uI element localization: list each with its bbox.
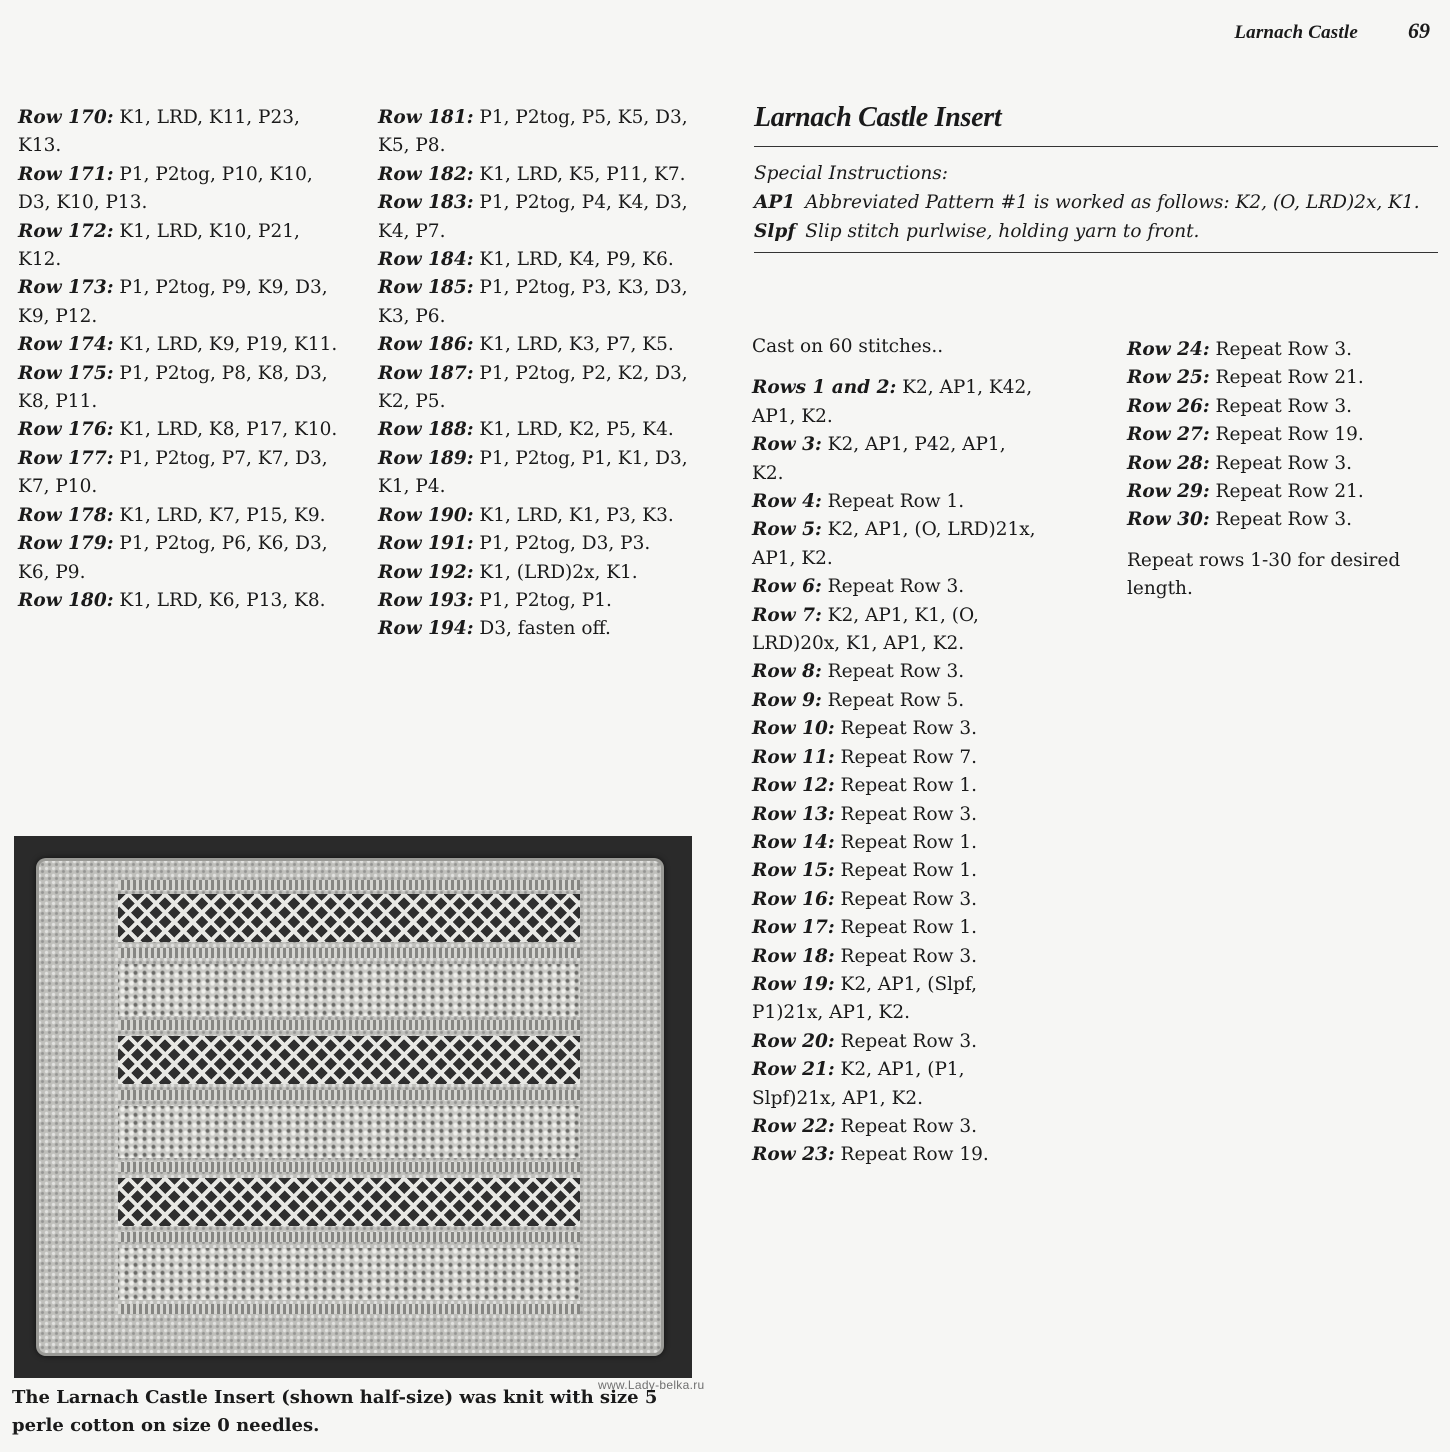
row-entry [18, 445, 338, 502]
row-entry [18, 104, 338, 161]
row-entry [378, 331, 698, 359]
row-entry [752, 715, 1042, 743]
row-text: K1, LRD, K9, P19, K11. [113, 334, 338, 356]
row-entry [18, 161, 338, 218]
row-text: Repeat Row 5. [821, 689, 965, 711]
row-entry [378, 502, 698, 530]
row-text: K2, AP1, (Slpf, P1)21x, AP1, K2. [752, 973, 977, 1024]
row-label: Row 5: [752, 519, 822, 541]
instructions-column-1 [18, 104, 338, 615]
row-text: K2, AP1, K1, (O, LRD)20x, K1, AP1, K2. [752, 604, 979, 655]
row-entry [1127, 421, 1437, 449]
photo-caption: The Larnach Castle Insert (shown half-size) was knit with size 5 perle cotton on size 0 needles. [12, 1387, 658, 1436]
garter-ridge [118, 1304, 580, 1314]
row-label: Row 30: [1127, 509, 1210, 531]
row-entry [752, 658, 1042, 686]
row-text: Repeat Row 1. [834, 917, 977, 939]
row-entry [378, 587, 698, 615]
running-head [1100, 18, 1440, 48]
row-label: Row 18: [752, 945, 835, 967]
swatch-photo [14, 836, 692, 1378]
row-entry [1127, 450, 1437, 478]
row-entry [378, 189, 698, 246]
row-text: K1, LRD, K2, P5, K4. [473, 419, 674, 441]
row-entry [378, 161, 698, 189]
textured-band [118, 1106, 580, 1158]
row-label: Row 172: [18, 220, 114, 242]
row-label: Row 26: [1127, 395, 1210, 417]
ap1-instruction [754, 188, 1438, 217]
insert-section [754, 98, 1438, 253]
row-text: K2, AP1, K42, AP1, K2. [752, 377, 1033, 427]
row-text: P1, P2tog, D3, P3. [473, 533, 651, 555]
row-label: Row 16: [752, 888, 835, 910]
row-text: P1, P2tog, P1, K1, D3, K1, P4. [378, 447, 688, 498]
row-entry [752, 1113, 1042, 1141]
row-text: K1, LRD, K8, P17, K10. [113, 419, 338, 441]
row-entry [1127, 364, 1437, 392]
row-entry [752, 1141, 1042, 1169]
row-label: Row 3: [752, 434, 822, 456]
row-text: K1, LRD, K7, P15, K9. [113, 504, 326, 526]
row-label: Row 171: [18, 163, 114, 185]
garter-ridge [118, 1020, 580, 1030]
row-label: Row 194: [378, 618, 474, 640]
row-label: Row 193: [378, 589, 474, 611]
row-label: Row 22: [752, 1115, 835, 1137]
row-label: Row 170: [18, 107, 114, 128]
row-text: Repeat Row 19. [1209, 424, 1364, 446]
row-label: Row 180: [18, 589, 114, 611]
slpf-abbreviation: Slpf [754, 221, 796, 242]
row-text: P1, P2tog, P8, K8, D3, K8, P11. [18, 362, 328, 413]
row-text: K1, LRD, K1, P3, K3. [473, 504, 674, 526]
row-entry [378, 559, 698, 587]
row-text: Repeat Row 3. [834, 945, 977, 967]
row-entry [1127, 478, 1437, 506]
row-label: Row 12: [752, 775, 835, 797]
row-label: Row 192: [378, 561, 474, 583]
lace-band [118, 1036, 580, 1084]
knitted-swatch-image [36, 858, 664, 1356]
row-label: Row 11: [752, 746, 835, 768]
row-entry [752, 431, 1042, 488]
row-label: Row 27: [1127, 424, 1210, 446]
row-label: Row 8: [752, 661, 822, 683]
row-text: Repeat Row 3. [821, 661, 965, 683]
row-entry [752, 943, 1042, 971]
row-label: Row 175: [18, 362, 114, 384]
special-instructions-heading: Special Instructions: [754, 163, 948, 184]
row-text: Repeat Row 3. [1209, 452, 1352, 474]
row-text: Repeat Row 19. [834, 1144, 989, 1166]
row-entry [18, 331, 338, 359]
row-label: Row 9: [752, 689, 822, 711]
slpf-definition: Slip stitch purlwise, holding yarn to front. [805, 221, 1200, 242]
instructions-column-3 [752, 333, 1042, 1170]
row-entry [752, 1028, 1042, 1056]
row-label: Row 188: [378, 419, 474, 441]
row-text: Repeat Row 7. [834, 746, 977, 768]
row-entry [18, 360, 338, 417]
running-title: Larnach Castle [1234, 22, 1358, 43]
row-label: Row 184: [378, 249, 474, 271]
row-entry [1127, 336, 1437, 364]
row-label: Row 177: [18, 447, 114, 469]
row-text: P1, P2tog, P5, K5, D3, K5, P8. [378, 107, 688, 157]
row-entry [752, 573, 1042, 601]
row-entry [18, 530, 338, 587]
row-entry [752, 687, 1042, 715]
cast-on-instruction: Cast on 60 stitches.. [752, 336, 944, 357]
row-label: Row 183: [378, 192, 474, 214]
row-text: Repeat Row 3. [834, 888, 977, 910]
row-label: Row 178: [18, 504, 114, 526]
row-text: K1, LRD, K5, P11, K7. [473, 163, 686, 185]
row-label: Row 10: [752, 718, 835, 740]
row-text: P1, P2tog, P4, K4, D3, K4, P7. [378, 192, 688, 242]
row-label: Row 19: [752, 973, 835, 995]
row-label: Row 15: [752, 860, 835, 882]
ap1-abbreviation: AP1 [754, 192, 796, 213]
row-text: K1, LRD, K11, P23, K13. [18, 107, 300, 157]
row-text: P1, P2tog, P1. [473, 589, 612, 611]
textured-band [118, 964, 580, 1016]
slpf-instruction [754, 217, 1438, 246]
special-instructions [754, 147, 1438, 252]
row-text: P1, P2tog, P3, K3, D3, K3, P6. [378, 277, 688, 327]
row-text: Repeat Row 21. [1209, 367, 1364, 389]
row-entry [378, 360, 698, 417]
row-entry [752, 829, 1042, 857]
row-text: Repeat Row 3. [821, 576, 965, 598]
row-label: Row 179: [18, 533, 114, 555]
row-entry [378, 530, 698, 558]
instructions-column-2 [378, 104, 698, 644]
row-label: Row 24: [1127, 339, 1210, 360]
row-text: Repeat Row 1. [821, 491, 965, 513]
row-text: Repeat Row 1. [834, 775, 977, 797]
row-label: Row 4: [752, 491, 822, 513]
row-entry [752, 801, 1042, 829]
lace-band [118, 894, 580, 942]
row-label: Row 6: [752, 576, 822, 598]
row-entry [18, 587, 338, 615]
row-text: D3, fasten off. [473, 618, 611, 640]
row-entry [378, 416, 698, 444]
row-text: K1, (LRD)2x, K1. [473, 561, 638, 583]
row-entry [752, 857, 1042, 885]
row-entry [18, 416, 338, 444]
row-text: Repeat Row 3. [834, 1115, 977, 1137]
row-entry [752, 1056, 1042, 1113]
row-text: P1, P2tog, P6, K6, D3, K6, P9. [18, 533, 328, 583]
row-text: Repeat Row 3. [1209, 509, 1352, 531]
row-label: Row 25: [1127, 367, 1210, 389]
row-entry [1127, 393, 1437, 421]
row-text: P1, P2tog, P2, K2, D3, K2, P5. [378, 362, 688, 413]
row-label: Row 191: [378, 533, 474, 555]
row-label: Row 20: [752, 1030, 835, 1052]
row-text: Repeat Row 3. [834, 803, 977, 825]
row-text: K1, LRD, K6, P13, K8. [113, 589, 326, 611]
row-text: Repeat Row 3. [1209, 395, 1352, 417]
row-entry [752, 516, 1042, 573]
row-text: P1, P2tog, P7, K7, D3, K7, P10. [18, 447, 328, 498]
row-text: K1, LRD, K4, P9, K6. [473, 249, 674, 271]
row-entry [18, 218, 338, 275]
row-label: Row 29: [1127, 481, 1210, 503]
row-label: Row 23: [752, 1144, 835, 1166]
row-text: Repeat Row 3. [1209, 339, 1352, 360]
row-entry [752, 886, 1042, 914]
row-text: K2, AP1, P42, AP1, K2. [752, 434, 1006, 484]
row-label: Row 21: [752, 1059, 835, 1081]
row-entry [18, 502, 338, 530]
textured-band [118, 1248, 580, 1300]
row-label: Rows 1 and 2: [752, 377, 897, 399]
row-label: Row 13: [752, 803, 835, 825]
row-label: Row 28: [1127, 452, 1210, 474]
row-entry [752, 772, 1042, 800]
row-label: Row 17: [752, 917, 835, 939]
ap1-definition: Abbreviated Pattern #1 is worked as follows: K2, (O, LRD)2x, K1. [805, 192, 1420, 213]
garter-ridge [118, 948, 580, 958]
row-label: Row 7: [752, 604, 822, 626]
section-title: Larnach Castle Insert [754, 102, 1002, 133]
row-entry [752, 602, 1042, 659]
garter-ridge [118, 880, 580, 890]
row-entry [378, 104, 698, 161]
row-label: Row 189: [378, 447, 474, 469]
row-label: Row 187: [378, 362, 474, 384]
row-entry [378, 274, 698, 331]
row-text: Repeat Row 3. [834, 718, 977, 740]
row-text: K2, AP1, (O, LRD)21x, AP1, K2. [752, 519, 1036, 569]
row-entry [752, 374, 1042, 431]
row-entry [378, 445, 698, 502]
row-label: Row 186: [378, 334, 474, 356]
row-text: P1, P2tog, P9, K9, D3, K9, P12. [18, 277, 328, 327]
row-text: Repeat Row 1. [834, 831, 977, 853]
row-label: Row 182: [378, 163, 474, 185]
row-label: Row 190: [378, 504, 474, 526]
row-label: Row 173: [18, 277, 114, 299]
row-label: Row 181: [378, 107, 474, 128]
garter-ridge [118, 1232, 580, 1242]
row-label: Row 174: [18, 334, 114, 356]
row-text: K2, AP1, (P1, Slpf)21x, AP1, K2. [752, 1059, 965, 1109]
row-text: K1, LRD, K3, P7, K5. [473, 334, 674, 356]
row-text: P1, P2tog, P10, K10, D3, K10, P13. [18, 163, 313, 214]
row-text: K1, LRD, K10, P21, K12. [18, 220, 300, 271]
divider [754, 252, 1438, 253]
row-label: Row 14: [752, 831, 835, 853]
page-number: 69 [1408, 18, 1430, 43]
garter-ridge [118, 1090, 580, 1100]
row-entry [18, 274, 338, 331]
instructions-column-4 [1127, 336, 1437, 604]
row-text: Repeat Row 3. [834, 1030, 977, 1052]
row-entry [1127, 506, 1437, 534]
row-entry [752, 744, 1042, 772]
row-entry [752, 488, 1042, 516]
row-label: Row 176: [18, 419, 114, 441]
row-entry [752, 971, 1042, 1028]
repeat-note: Repeat rows 1-30 for desired length. [1127, 549, 1401, 600]
row-label: Row 185: [378, 277, 474, 299]
row-entry [378, 615, 698, 643]
row-entry [752, 914, 1042, 942]
lace-band [118, 1178, 580, 1226]
row-text: Repeat Row 21. [1209, 481, 1364, 503]
row-text: Repeat Row 1. [834, 860, 977, 882]
watermark: www.Lady-belka.ru [598, 1378, 705, 1392]
garter-ridge [118, 1162, 580, 1172]
row-entry [378, 246, 698, 274]
